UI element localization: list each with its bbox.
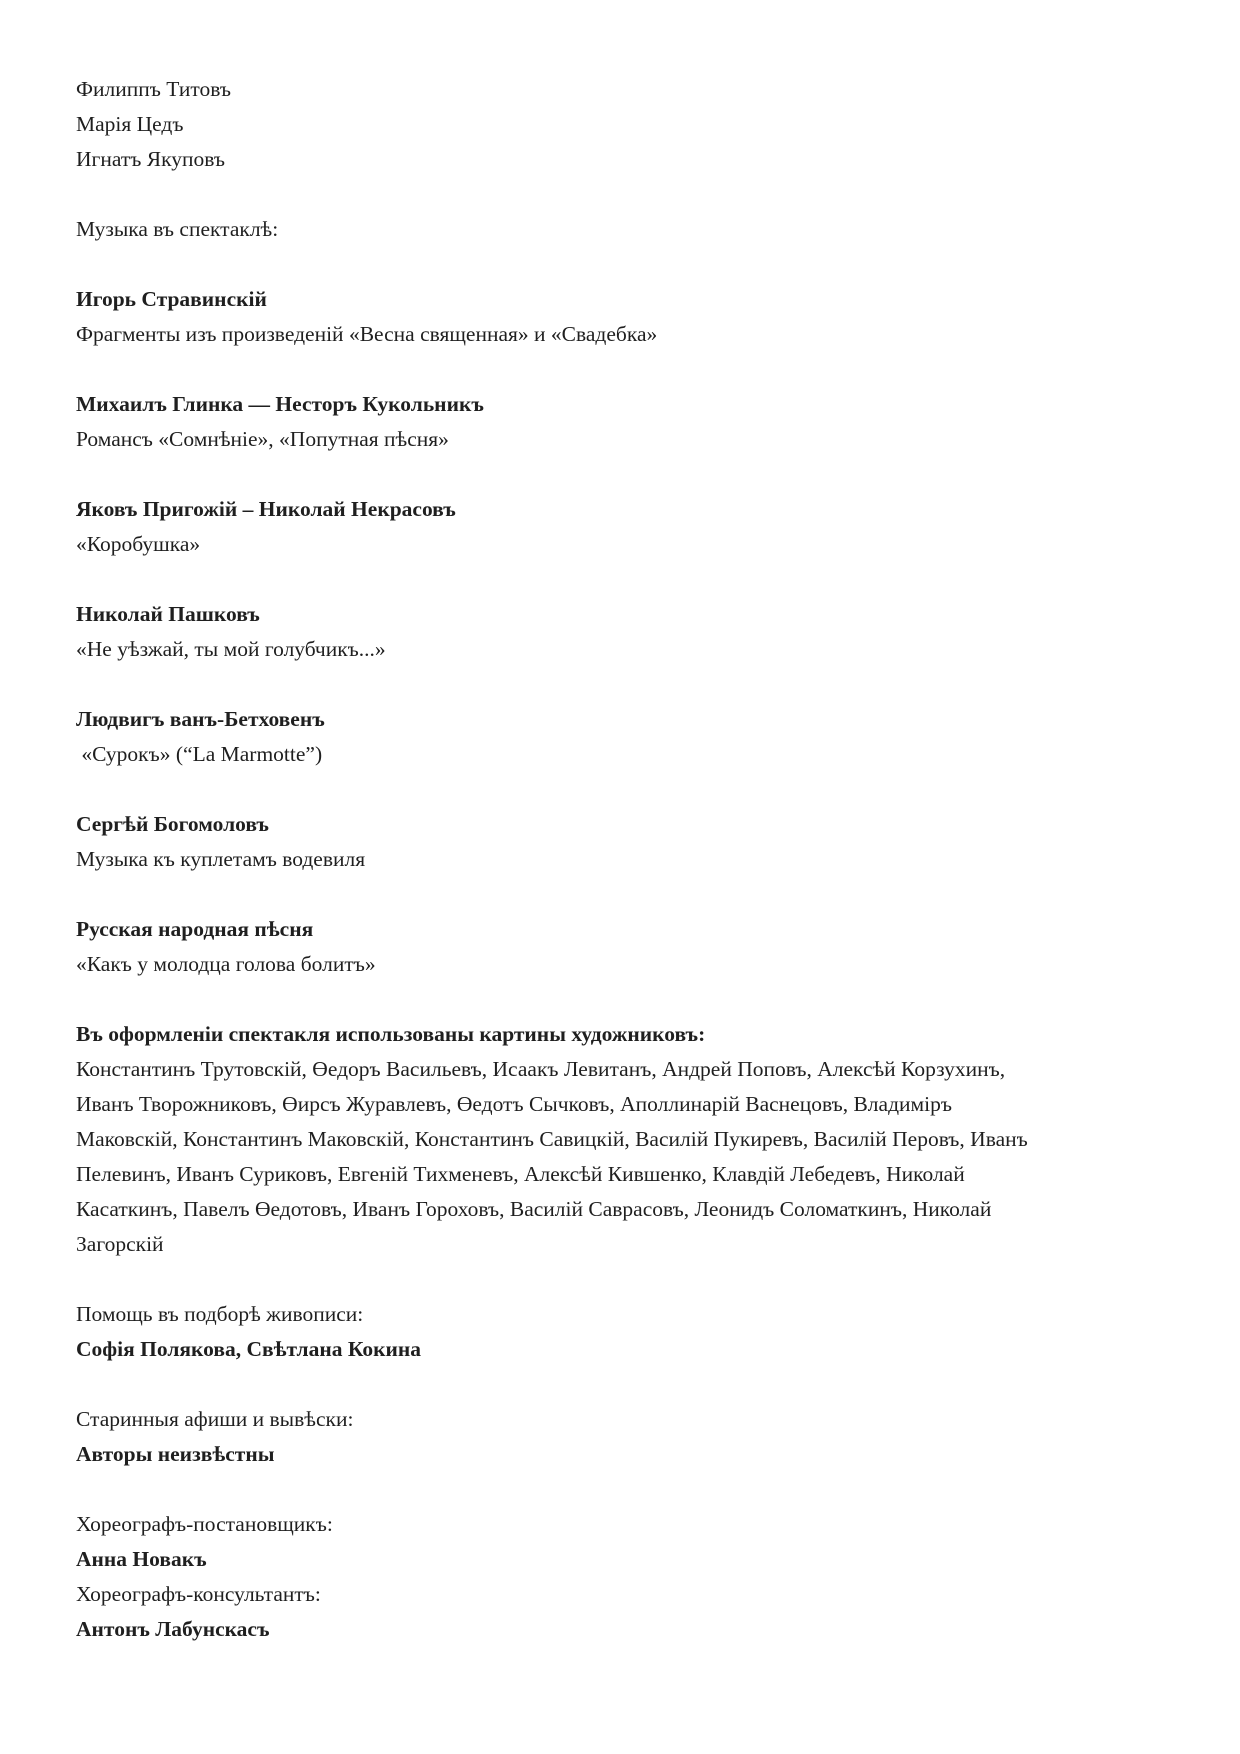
credit-value: Авторы неизвѣстны	[76, 1442, 275, 1466]
credit-entry	[76, 1402, 1166, 1472]
spacer	[76, 1472, 1166, 1507]
music-entry	[76, 912, 1166, 982]
choreography-section	[76, 1507, 1166, 1647]
composer-name: Людвигъ ванъ-Бетховенъ	[76, 707, 325, 731]
paintings-artists-line: Иванъ Творожниковъ, Өирсъ Журавлевъ, Өедотъ Сычковъ, Аполлинарій Васнецовъ, Владиміръ	[76, 1092, 952, 1116]
music-works: «Не уѣзжай, ты мой голубчикъ...»	[76, 637, 386, 661]
music-works: Фрагменты изъ произведеній «Весна священная» и «Свадебка»	[76, 322, 658, 346]
spacer	[76, 562, 1166, 597]
spacer	[76, 667, 1166, 702]
composer-name: Николай Пашковъ	[76, 602, 260, 626]
music-entry	[76, 807, 1166, 877]
credit-label: Хореографъ-постановщикъ:	[76, 1512, 333, 1536]
composer-name: Русская народная пѣсня	[76, 917, 314, 941]
composer-name: Сергѣй Богомоловъ	[76, 812, 269, 836]
paintings-artists-line: Константинъ Трутовскій, Өедоръ Васильевъ, Исаакъ Левитанъ, Андрей Поповъ, Алексѣй Корзухинъ,	[76, 1057, 1006, 1081]
credit-entry	[76, 1297, 1166, 1367]
cast-member: Игнатъ Якуповъ	[76, 147, 225, 171]
paintings-artists-line: Маковскій, Константинъ Маковскій, Константинъ Савицкій, Василій Пукиревъ, Василій Перовъ, Иванъ	[76, 1127, 1028, 1151]
credit-value: Софія Полякова, Свѣтлана Кокина	[76, 1337, 422, 1361]
music-works: «Сурокъ» (“La Marmotte”)	[76, 742, 323, 766]
music-entry	[76, 387, 1166, 457]
paintings-section	[76, 1017, 1166, 1262]
spacer	[76, 1367, 1166, 1402]
spacer	[76, 877, 1166, 912]
music-works: Музыка къ куплетамъ водевиля	[76, 847, 366, 871]
music-works: «Коробушка»	[76, 532, 201, 556]
credit-label: Помощь въ подборѣ живописи:	[76, 1302, 364, 1326]
composer-name: Яковъ Пригожій – Николай Некрасовъ	[76, 497, 456, 521]
spacer	[76, 247, 1166, 282]
music-works: «Какъ у молодца голова болитъ»	[76, 952, 376, 976]
spacer	[76, 457, 1166, 492]
spacer	[76, 982, 1166, 1017]
credit-value: Антонъ Лабунскасъ	[76, 1617, 270, 1641]
composer-name: Михаилъ Глинка — Несторъ Кукольникъ	[76, 392, 484, 416]
cast-member: Марія Цедъ	[76, 112, 184, 136]
paintings-artists-line: Пелевинъ, Иванъ Суриковъ, Евгеній Тихменевъ, Алексѣй Кившенко, Клавдій Лебедевъ, Николай	[76, 1162, 965, 1186]
credit-value: Анна Новакъ	[76, 1547, 207, 1571]
paintings-artists-line: Касаткинъ, Павелъ Өедотовъ, Иванъ Гороховъ, Василій Саврасовъ, Леонидъ Соломаткинъ, Николай	[76, 1197, 992, 1221]
paintings-heading: Въ оформленіи спектакля использованы картины художниковъ:	[76, 1022, 706, 1046]
spacer	[76, 352, 1166, 387]
music-works: Романсъ «Сомнѣніе», «Попутная пѣсня»	[76, 427, 449, 451]
document-page	[76, 72, 1166, 1647]
spacer	[76, 772, 1166, 807]
music-heading: Музыка въ спектаклѣ:	[76, 217, 279, 241]
cast-member: Филиппъ Титовъ	[76, 77, 231, 101]
music-entry	[76, 597, 1166, 667]
music-entry	[76, 702, 1166, 772]
music-entry	[76, 492, 1166, 562]
credit-label: Хореографъ-консультантъ:	[76, 1582, 321, 1606]
music-entry	[76, 282, 1166, 352]
cast-list	[76, 72, 1166, 177]
composer-name: Игорь Стравинскій	[76, 287, 267, 311]
spacer	[76, 1262, 1166, 1297]
spacer	[76, 177, 1166, 212]
credit-label: Старинныя афиши и вывѣски:	[76, 1407, 354, 1431]
paintings-artists-line: Загорскій	[76, 1232, 164, 1256]
